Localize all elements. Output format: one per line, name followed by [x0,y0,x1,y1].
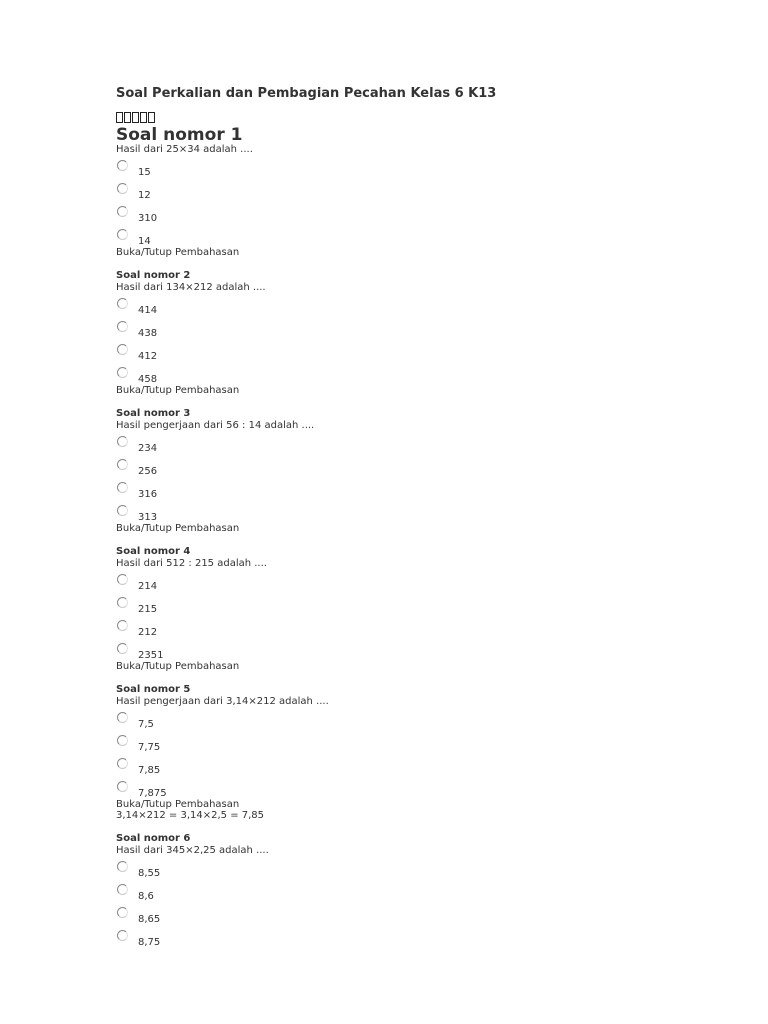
question-2-option-b[interactable] [116,316,736,339]
question-6-option-d[interactable] [116,925,736,948]
option-label: 234 [138,443,158,454]
question-5-heading: Soal nomor 5 [116,684,191,695]
option-label: 214 [138,581,158,592]
option-label: 212 [138,627,158,638]
question-4-heading: Soal nomor 4 [116,546,191,557]
question-2-toggle-explanation[interactable]: Buka/Tutup Pembahasan [116,385,240,396]
missing-glyph-icon [116,112,123,123]
question-3-option-c[interactable] [116,477,736,500]
radio-icon[interactable] [117,712,128,723]
option-label: 8,6 [138,891,154,902]
question-5-option-d[interactable] [116,776,736,799]
radio-icon[interactable] [117,643,128,654]
option-label: 458 [138,374,158,385]
question-6-option-b[interactable] [116,879,736,902]
question-5-text: Hasil pengerjaan dari 3,14×212 adalah .... [116,696,329,707]
question-1-option-c[interactable] [116,201,736,224]
option-label: 8,75 [138,937,161,948]
question-1-option-b[interactable] [116,178,736,201]
radio-icon[interactable] [117,574,128,585]
question-3-option-d[interactable] [116,500,736,523]
question-4-text: Hasil dari 512 : 215 adalah .... [116,558,267,569]
question-3-text: Hasil pengerjaan dari 56 : 14 adalah .... [116,420,315,431]
question-4-option-c[interactable] [116,615,736,638]
question-5-option-b[interactable] [116,730,736,753]
question-4-toggle-explanation[interactable]: Buka/Tutup Pembahasan [116,661,240,672]
option-label: 414 [138,305,158,316]
question-2-option-d[interactable] [116,362,736,385]
question-4-option-a[interactable] [116,569,736,592]
question-3-option-b[interactable] [116,454,736,477]
radio-icon[interactable] [117,321,128,332]
question-3-toggle-explanation[interactable]: Buka/Tutup Pembahasan [116,523,240,534]
missing-glyph-icon [140,112,147,123]
radio-icon[interactable] [117,597,128,608]
option-label: 2351 [138,650,164,661]
radio-icon[interactable] [117,298,128,309]
missing-glyph-icon [124,112,131,123]
radio-icon[interactable] [117,436,128,447]
radio-icon[interactable] [117,758,128,769]
option-label: 313 [138,512,158,523]
option-label: 15 [138,167,151,178]
missing-glyph-icon [148,112,155,123]
question-3-option-a[interactable] [116,431,736,454]
option-label: 215 [138,604,158,615]
option-label: 8,65 [138,914,161,925]
radio-icon[interactable] [117,781,128,792]
option-label: 8,55 [138,868,161,879]
question-6-option-c[interactable] [116,902,736,925]
radio-icon[interactable] [117,861,128,872]
question-4-option-b[interactable] [116,592,736,615]
missing-glyph-icon [132,112,139,123]
option-label: 7,75 [138,742,161,753]
question-6-option-a[interactable] [116,856,736,879]
question-2-text: Hasil dari 134×212 adalah .... [116,282,266,293]
question-3-heading: Soal nomor 3 [116,408,191,419]
question-1-text: Hasil dari 25×34 adalah .... [116,144,253,155]
question-5-option-a[interactable] [116,707,736,730]
question-6-heading: Soal nomor 6 [116,833,191,844]
radio-icon[interactable] [117,884,128,895]
radio-icon[interactable] [117,735,128,746]
question-1-option-a[interactable] [116,155,736,178]
option-label: 7,85 [138,765,161,776]
radio-icon[interactable] [117,907,128,918]
option-label: 412 [138,351,158,362]
question-1-toggle-explanation[interactable]: Buka/Tutup Pembahasan [116,247,240,258]
radio-icon[interactable] [117,229,128,240]
question-2-option-a[interactable] [116,293,736,316]
option-label: 310 [138,213,158,224]
question-1-heading: Soal nomor 1 [116,125,243,145]
radio-icon[interactable] [117,344,128,355]
radio-icon[interactable] [117,459,128,470]
radio-icon[interactable] [117,930,128,941]
option-label: 14 [138,236,151,247]
question-6-text: Hasil dari 345×2,25 adalah .... [116,845,269,856]
question-5-option-c[interactable] [116,753,736,776]
radio-icon[interactable] [117,206,128,217]
question-5-toggle-explanation[interactable]: Buka/Tutup Pembahasan [116,799,240,810]
option-label: 438 [138,328,158,339]
document-title: Soal Perkalian dan Pembagian Pecahan Kelas 6 K13 [116,86,497,101]
option-label: 7,875 [138,788,167,799]
radio-icon[interactable] [117,482,128,493]
document-page [116,86,736,948]
question-2-option-c[interactable] [116,339,736,362]
question-1-option-d[interactable] [116,224,736,247]
radio-icon[interactable] [117,160,128,171]
question-2-heading: Soal nomor 2 [116,270,191,281]
option-label: 316 [138,489,158,500]
radio-icon[interactable] [117,505,128,516]
question-5-explanation: 3,14×212 = 3,14×2,5 = 7,85 [116,810,265,821]
option-label: 7,5 [138,719,154,730]
option-label: 12 [138,190,151,201]
radio-icon[interactable] [117,367,128,378]
missing-glyph-boxes [116,112,736,124]
question-4-option-d[interactable] [116,638,736,661]
radio-icon[interactable] [117,183,128,194]
radio-icon[interactable] [117,620,128,631]
option-label: 256 [138,466,158,477]
